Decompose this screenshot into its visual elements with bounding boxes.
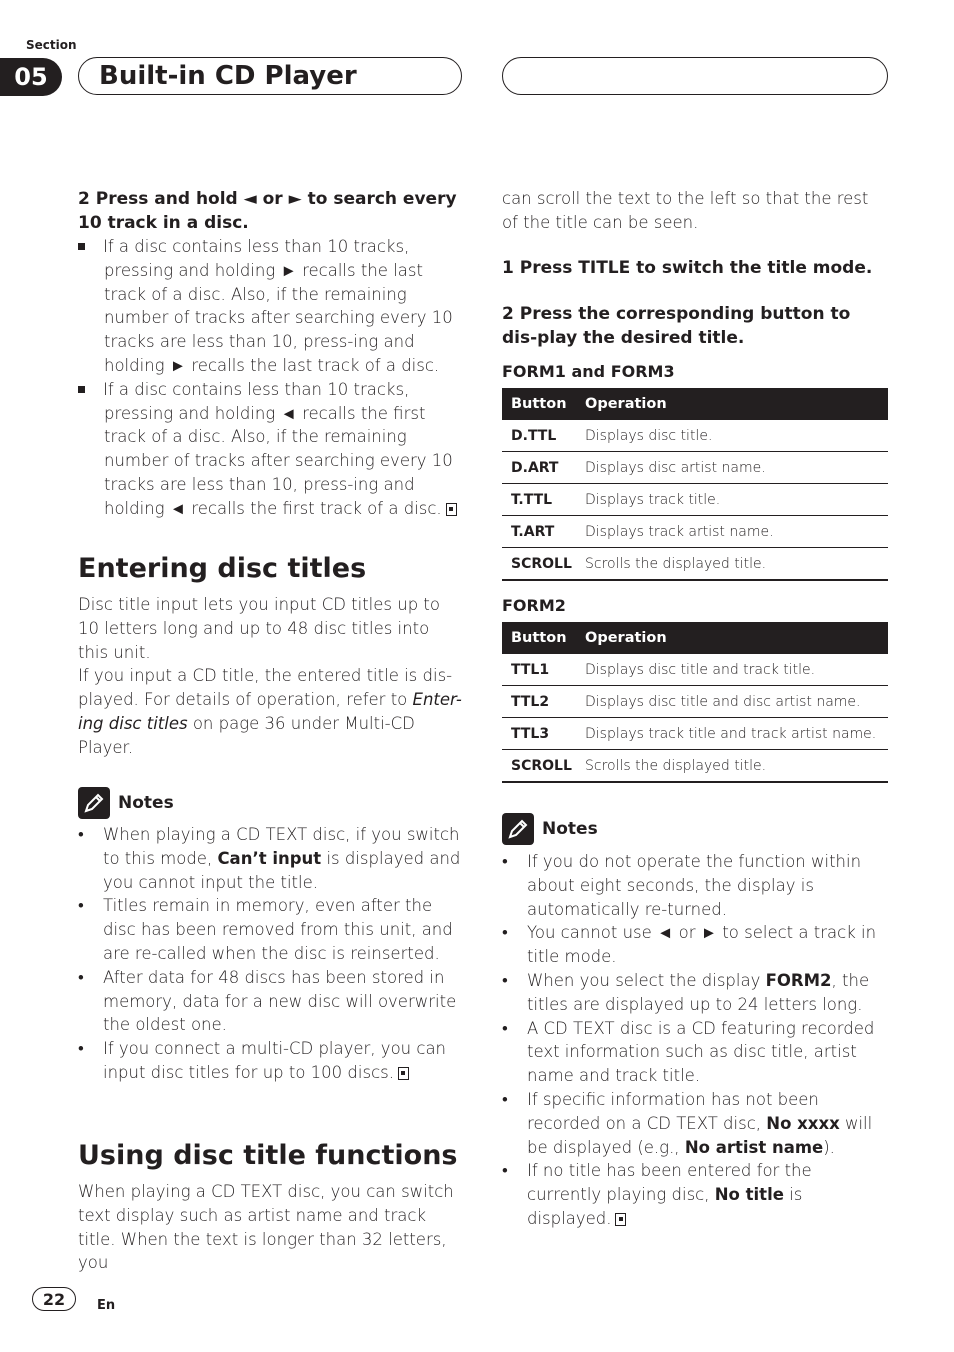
using-disc-title-functions-heading: Using disc title functions — [78, 1140, 458, 1171]
end-mark-icon — [398, 1067, 409, 1080]
square-bullet-icon — [78, 386, 85, 393]
entering-body — [78, 593, 464, 760]
end-mark-icon — [615, 1213, 626, 1226]
form13-table — [502, 388, 888, 581]
notes-list-right — [502, 850, 890, 1231]
table-row: SCROLL Scrolls the displayed title. — [502, 548, 888, 581]
section-number: 05 — [0, 58, 62, 96]
bullet-item: If a disc contains less than 10 tracks, pressing and holding ◄ recalls the first track of a disc. Also, if the remaining number of tracks after searching every 10 tracks are less than 10, press-ing and holding ◄ recalls the first track of a disc. — [78, 378, 464, 521]
continued-paragraph: can scroll the text to the left so that the rest of the title can be seen. — [502, 189, 869, 232]
table-row: TTL3 Displays track title and track artist name. — [502, 718, 888, 750]
note-item: • After data for 48 discs has been stored in memory, data for a new disc will overwrite the oldest one. — [78, 966, 464, 1037]
column-header-operation: Operation — [576, 622, 888, 654]
table-row: D.ART Displays disc artist name. — [502, 452, 888, 484]
header-empty-box — [502, 57, 888, 95]
table-row: TTL2 Displays disc title and disc artist name. — [502, 686, 888, 718]
step-2-heading-right: 2 Press the corresponding button to dis-play the desired title. — [502, 304, 851, 348]
entering-paragraph-2: If you input a CD title, the entered title is dis-played. For details of operation, refer to Enter-ing disc titles on page 36 under Multi-CD Player. — [78, 666, 462, 757]
section-title: Built-in CD Player — [78, 57, 462, 95]
notes-header-left — [78, 787, 174, 819]
table-row: T.ART Displays track artist name. — [502, 516, 888, 548]
note-item: • A CD TEXT disc is a CD featuring recorded text information such as disc title, artist name and track title. — [502, 1017, 890, 1088]
step-2-heading: 2 Press and hold ◄ or ► to search every 10 track in a disc. — [78, 189, 457, 233]
left-column — [78, 187, 464, 521]
entering-paragraph-1: Disc title input lets you input CD titles up to 10 letters long and up to 48 disc titles into this unit. — [78, 595, 441, 662]
table-row: T.TTL Displays track title. — [502, 484, 888, 516]
notes-header-right — [502, 813, 598, 845]
notes-list-left — [78, 823, 464, 1085]
page-number: 22 — [32, 1287, 76, 1311]
using-paragraph: When playing a CD TEXT disc, you can switch text display such as artist name and track title. When the text is longer than 32 letters, you — [78, 1182, 454, 1273]
note-item: • If you do not operate the function within about eight seconds, the display is automatically re-turned. — [502, 850, 890, 921]
form13-label: FORM1 and FORM3 — [502, 362, 675, 381]
column-header-button: Button — [502, 388, 576, 420]
form2-table — [502, 622, 888, 783]
square-bullet-icon — [78, 243, 85, 250]
note-item: • You cannot use ◄ or ► to select a track in title mode. — [502, 921, 890, 969]
section-label: Section — [26, 38, 77, 52]
language-label: En — [97, 1298, 116, 1313]
note-item: • If specific information has not been recorded on a CD TEXT disc, No xxxx will be displayed (e.g., No artist name). — [502, 1088, 890, 1159]
table-row: TTL1 Displays disc title and track title. — [502, 654, 888, 686]
bullet-item: If a disc contains less than 10 tracks, pressing and holding ► recalls the last track of a disc. Also, if the remaining number of tracks after searching every 10 tracks are less than 10, press-ing and holding ► recalls the last track of a disc. — [78, 235, 464, 378]
note-item: • If no title has been entered for the currently playing disc, No title is displayed. — [502, 1159, 890, 1230]
column-header-button: Button — [502, 622, 576, 654]
notes-label: Notes — [542, 819, 598, 839]
table-row: D.TTL Displays disc title. — [502, 420, 888, 452]
table-row: SCROLL Scrolls the displayed title. — [502, 750, 888, 783]
pencil-icon — [502, 813, 534, 845]
note-item: • If you connect a multi-CD player, you can input disc titles for up to 100 discs. — [78, 1037, 464, 1085]
note-item: • When playing a CD TEXT disc, if you switch to this mode, Can’t input is displayed and you cannot input the title. — [78, 823, 464, 894]
step-1-heading: 1 Press TITLE to switch the title mode. — [502, 258, 873, 278]
pencil-icon — [78, 787, 110, 819]
note-item: • Titles remain in memory, even after the disc has been removed from this unit, and are re-called when the disc is reinserted. — [78, 894, 464, 965]
end-mark-icon — [446, 503, 457, 516]
cross-reference-link: Enter-ing disc titles — [78, 690, 462, 733]
column-header-operation: Operation — [576, 388, 888, 420]
note-item: • When you select the display FORM2, the titles are displayed up to 24 letters long. — [502, 969, 890, 1017]
entering-disc-titles-heading: Entering disc titles — [78, 553, 367, 584]
form2-label: FORM2 — [502, 596, 566, 615]
notes-label: Notes — [118, 793, 174, 813]
